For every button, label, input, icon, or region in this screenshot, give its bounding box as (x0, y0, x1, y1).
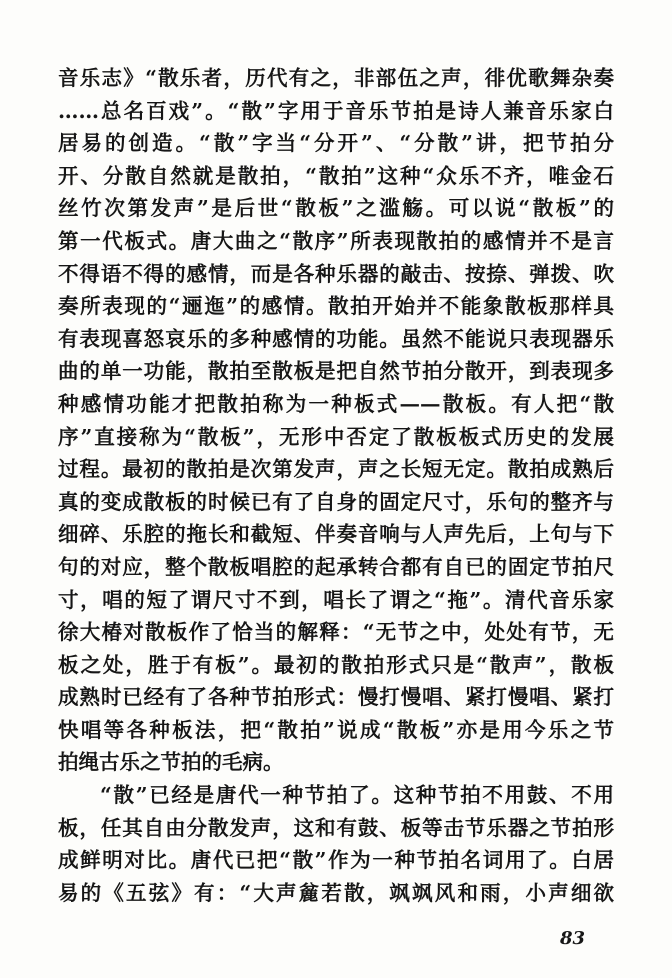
text-line: 徐大椿对散板作了恰当的解释：“无节之中，处处有节，无 (58, 620, 614, 645)
text-line: 板之处，胜于有板”。最初的散拍形式只是“散声”，散板 (58, 652, 614, 677)
text-line: 成鲜明对比。唐代已把“散”作为一种节拍名词用了。白居 (58, 848, 614, 873)
text-line: 过程。最初的散拍是次第发声，声之长短无定。散拍成熟后 (58, 457, 614, 482)
text-line: 易的《五弦》有：“大声麄若散，飒飒风和雨，小声细欲 (58, 880, 614, 905)
paragraph-end-line: 拍绳古乐之节拍的毛病。 (58, 750, 284, 775)
text-line: 奏所表现的“逦迤”的感情。散拍开始并不能象散板那样具 (58, 294, 614, 319)
paragraph-start-line: “散”已经是唐代一种节拍了。这种节拍不用鼓、不用 (100, 783, 614, 808)
text-line: 曲的单一功能，散拍至散板是把自然节拍分散开，到表现多 (58, 359, 614, 384)
text-line: 有表现喜怒哀乐的多种感情的功能。虽然不能说只表现器乐 (58, 326, 614, 351)
body-text (58, 62, 614, 909)
text-line: 开、分散自然就是散拍，“散拍”这种“众乐不齐，唯金石 (58, 163, 614, 188)
text-line: 不得语不得的感情，而是各种乐器的敲击、按捺、弹拨、吹 (58, 261, 614, 286)
text-line: 居易的创造。“散”字当“分开”、“分散”讲，把节拍分 (58, 131, 614, 156)
text-line: 成熟时已经有了各种节拍形式：慢打慢唱、紧打慢唱、紧打 (58, 685, 614, 710)
text-line: 丝竹次第发声”是后世“散板”之滥觞。可以说“散板”的 (58, 196, 614, 221)
text-line: 音乐志》“散乐者，历代有之，非部伍之声，徘优歌舞杂奏 (58, 66, 614, 90)
text-line: 快唱等各种板法，把“散拍”说成“散板”亦是用今乐之节 (58, 717, 614, 742)
text-line: 序”直接称为“散板”，无形中否定了散板板式历史的发展 (58, 424, 614, 449)
text-line: 句的对应，整个散板唱腔的起承转合都有自已的固定节拍尺 (58, 554, 614, 579)
text-line: 板，任其自由分散发声，这和有鼓、板等击节乐器之节拍形 (58, 815, 614, 840)
text-line: 种感情功能才把散拍称为一种板式——散板。有人把“散 (58, 391, 614, 416)
page-number: 83 (560, 928, 586, 949)
text-line: 真的变成散板的时候已有了自身的固定尺寸，乐句的整齐与 (58, 489, 614, 514)
text-line: 寸，唱的短了谓尺寸不到，唱长了谓之“拖”。清代音乐家 (58, 587, 614, 612)
text-line: 细碎、乐腔的拖长和截短、伴奏音响与人声先后，上句与下 (58, 522, 614, 547)
text-line: 第一代板式。唐大曲之“散序”所表现散拍的感情并不是言 (58, 228, 614, 253)
text-line: ……总名百戏”。“散”字用于音乐节拍是诗人兼音乐家白 (58, 98, 614, 123)
